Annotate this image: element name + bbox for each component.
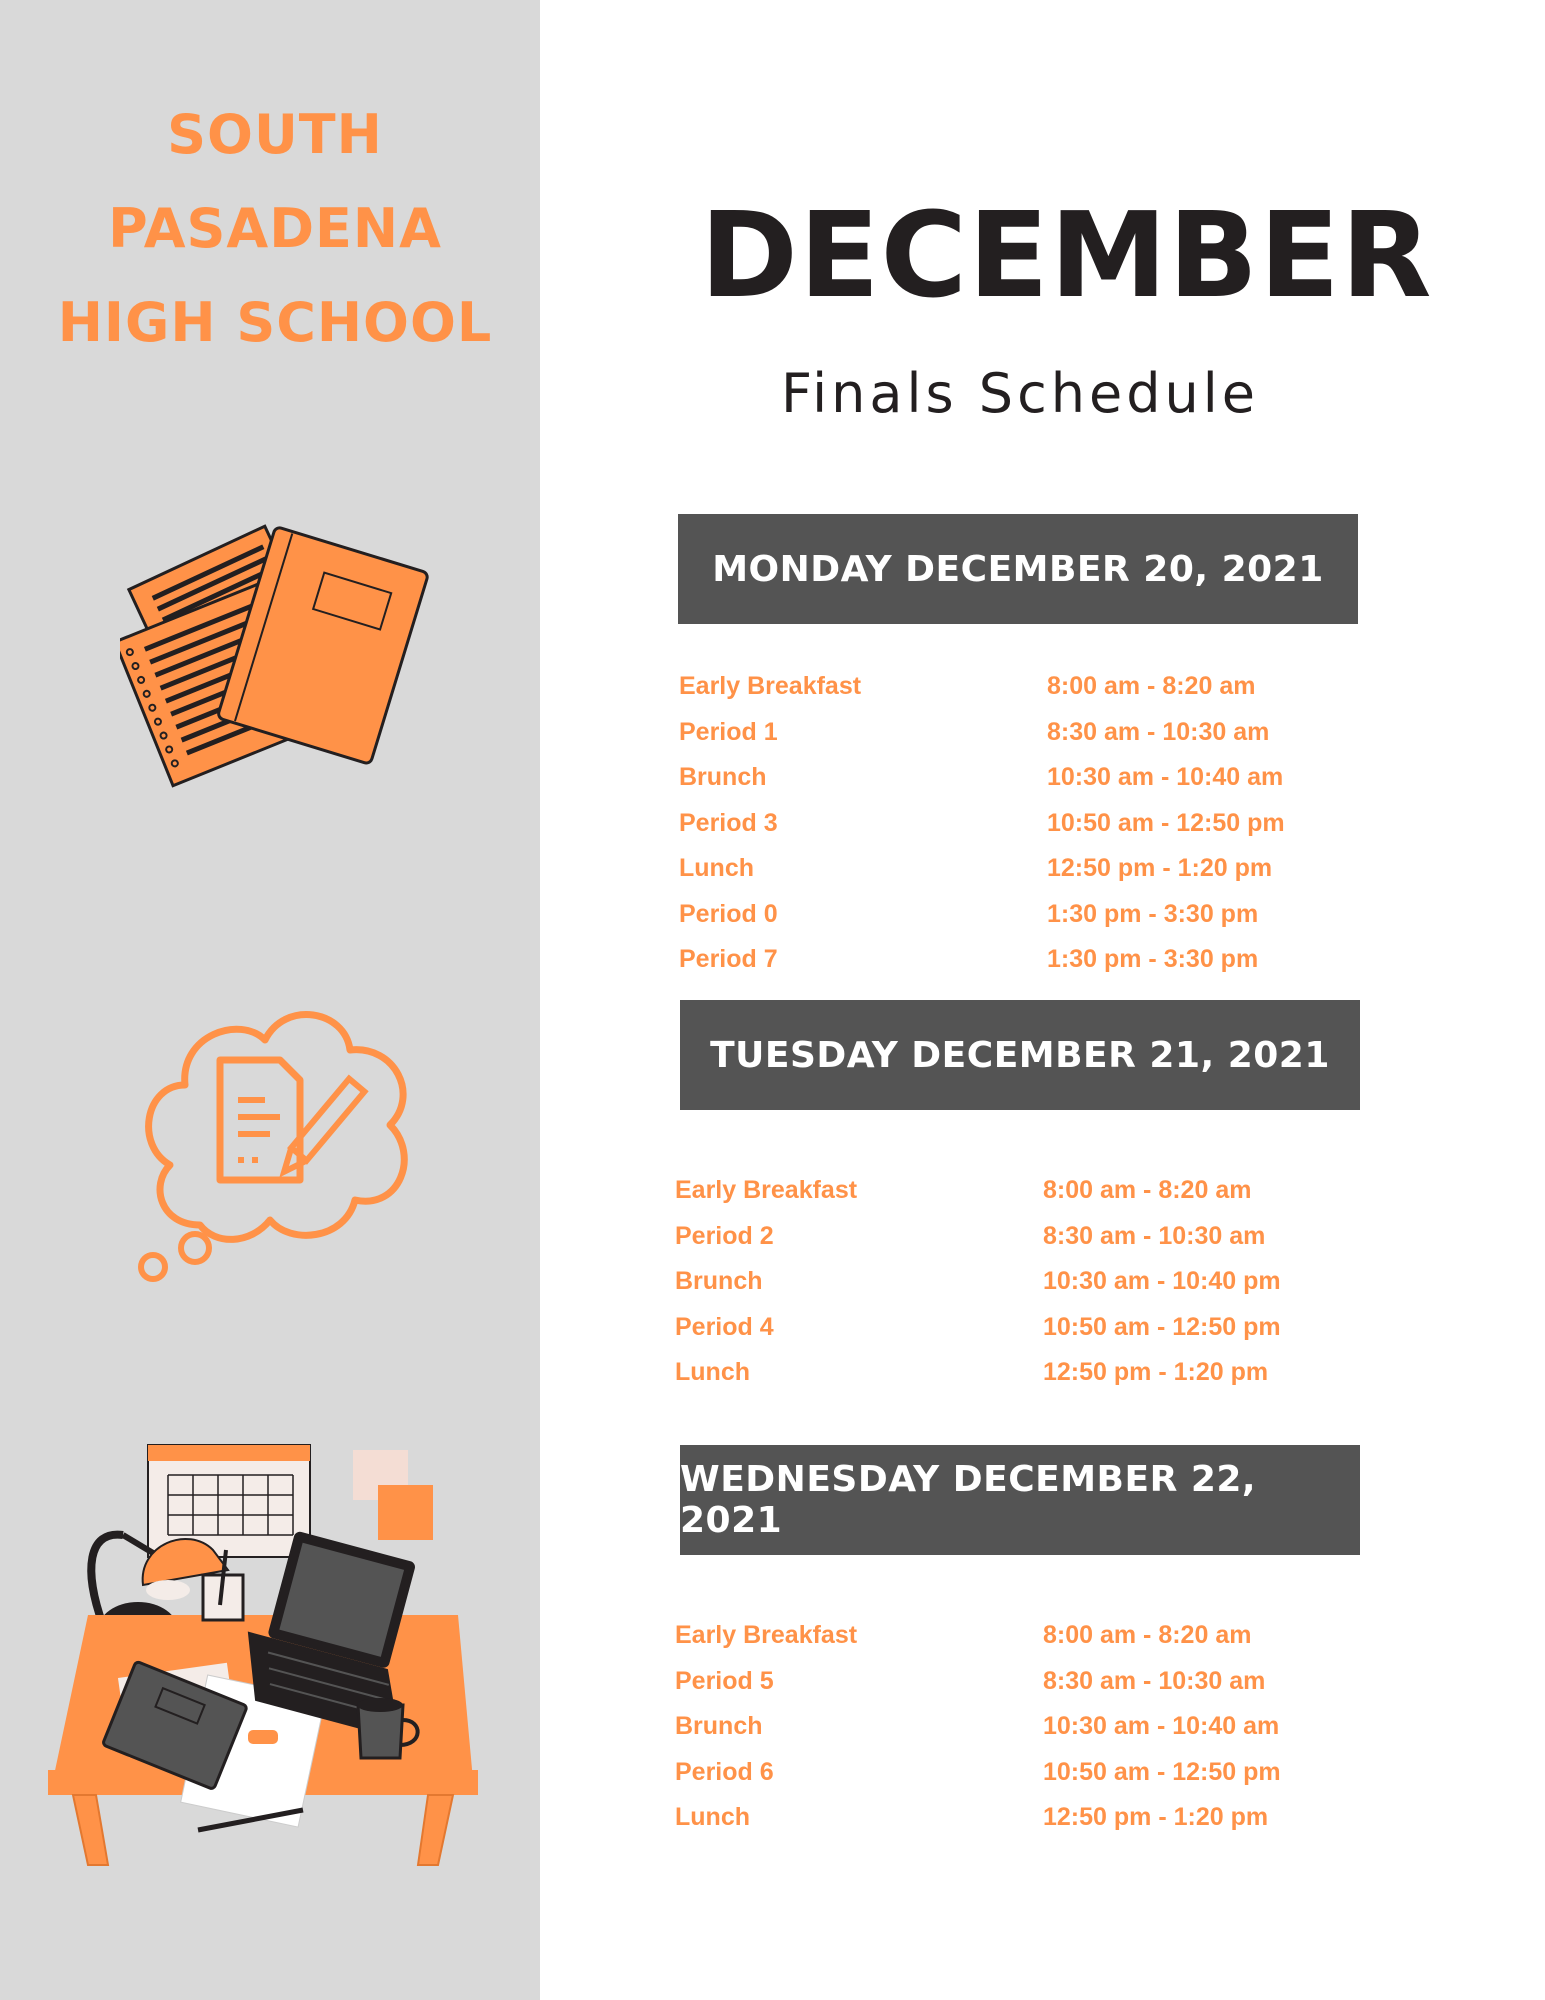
row-label: Period 6 bbox=[675, 1757, 774, 1786]
row-time: 8:30 am - 10:30 am bbox=[1047, 717, 1270, 746]
row-time: 8:00 am - 8:20 am bbox=[1043, 1176, 1252, 1205]
row-label: Lunch bbox=[675, 1803, 750, 1832]
schedule-row bbox=[679, 664, 1379, 710]
row-time: 10:30 am - 10:40 pm bbox=[1043, 1267, 1281, 1296]
school-name-line-1: SOUTH bbox=[167, 103, 383, 166]
row-label: Period 4 bbox=[675, 1312, 774, 1341]
schedule-row bbox=[675, 1350, 1375, 1396]
schedule-row bbox=[679, 755, 1379, 801]
schedule-row bbox=[675, 1659, 1375, 1705]
row-time: 10:50 am - 12:50 pm bbox=[1047, 808, 1285, 837]
school-name bbox=[0, 88, 550, 370]
schedule-row bbox=[675, 1214, 1375, 1260]
schedule-row bbox=[675, 1305, 1375, 1351]
schedule-row bbox=[675, 1795, 1375, 1841]
row-time: 12:50 pm - 1:20 pm bbox=[1043, 1358, 1269, 1387]
desk-workspace-icon bbox=[48, 1440, 498, 1870]
row-time: 10:30 am - 10:40 am bbox=[1043, 1712, 1280, 1741]
day-header-monday: MONDAY DECEMBER 20, 2021 bbox=[678, 514, 1358, 624]
schedule-row bbox=[679, 937, 1379, 983]
row-time: 1:30 pm - 3:30 pm bbox=[1047, 945, 1259, 974]
schedule-row bbox=[675, 1259, 1375, 1305]
school-name-line-3: HIGH SCHOOL bbox=[57, 291, 493, 354]
schedule-row bbox=[675, 1168, 1375, 1214]
row-label: Brunch bbox=[679, 763, 767, 792]
row-label: Period 5 bbox=[675, 1666, 774, 1695]
school-name-line-2: PASADENA bbox=[108, 197, 442, 260]
row-time: 8:00 am - 8:20 am bbox=[1047, 672, 1256, 701]
row-label: Period 7 bbox=[679, 945, 778, 974]
thought-bubble-document-icon bbox=[130, 995, 430, 1285]
notebooks-icon bbox=[120, 505, 440, 795]
page-subtitle: Finals Schedule bbox=[781, 362, 1259, 425]
schedule-row bbox=[679, 846, 1379, 892]
row-time: 10:30 am - 10:40 am bbox=[1047, 763, 1284, 792]
row-label: Lunch bbox=[679, 854, 754, 883]
schedule-row bbox=[675, 1750, 1375, 1796]
schedule-tuesday bbox=[675, 1168, 1375, 1396]
row-time: 12:50 pm - 1:20 pm bbox=[1043, 1803, 1269, 1832]
row-label: Early Breakfast bbox=[675, 1176, 858, 1205]
row-label: Brunch bbox=[675, 1712, 763, 1741]
schedule-wednesday bbox=[675, 1613, 1375, 1841]
schedule-row bbox=[675, 1613, 1375, 1659]
row-label: Period 3 bbox=[679, 808, 778, 837]
row-time: 10:50 am - 12:50 pm bbox=[1043, 1312, 1281, 1341]
schedule-row bbox=[675, 1704, 1375, 1750]
row-label: Brunch bbox=[675, 1267, 763, 1296]
page-title: DECEMBER bbox=[700, 186, 1433, 324]
row-label: Early Breakfast bbox=[679, 672, 862, 701]
day-header-wednesday: WEDNESDAY DECEMBER 22, 2021 bbox=[680, 1445, 1360, 1555]
schedule-row bbox=[679, 801, 1379, 847]
row-label: Period 0 bbox=[679, 899, 778, 928]
schedule-monday bbox=[679, 664, 1379, 983]
row-time: 8:30 am - 10:30 am bbox=[1043, 1221, 1266, 1250]
day-header-tuesday: TUESDAY DECEMBER 21, 2021 bbox=[680, 1000, 1360, 1110]
row-time: 8:30 am - 10:30 am bbox=[1043, 1666, 1266, 1695]
schedule-row bbox=[679, 710, 1379, 756]
row-label: Period 1 bbox=[679, 717, 778, 746]
row-time: 12:50 pm - 1:20 pm bbox=[1047, 854, 1273, 883]
row-label: Period 2 bbox=[675, 1221, 774, 1250]
row-time: 10:50 am - 12:50 pm bbox=[1043, 1757, 1281, 1786]
row-time: 8:00 am - 8:20 am bbox=[1043, 1621, 1252, 1650]
row-time: 1:30 pm - 3:30 pm bbox=[1047, 899, 1259, 928]
schedule-row bbox=[679, 892, 1379, 938]
row-label: Lunch bbox=[675, 1358, 750, 1387]
row-label: Early Breakfast bbox=[675, 1621, 858, 1650]
